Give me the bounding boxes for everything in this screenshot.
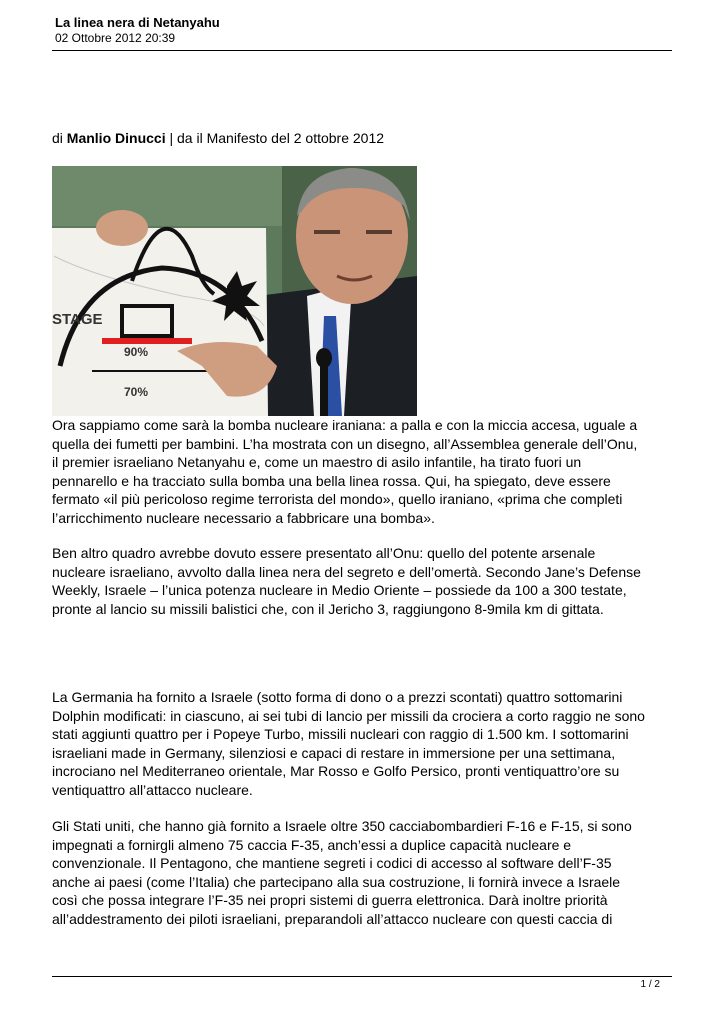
article-paragraph-1: Ora sappiamo come sarà la bomba nucleare iraniana: a palla e con la miccia accesa, uguale a quella dei fumetti per bambini. L’ha mostrata con un disegno, all’Assemblea generale dell’Onu, il premier israeliano Netanyahu e, come un maestro di asilo infantile, ha tirato fuori un pennarello e ha tracciato sulla bomba una bella linea rossa. Qui, ha spiegato, deve essere fermato «il più pericoloso regime terrorista del mondo», quello iraniano, «prima che completi l’arricchimento nucleare necessario a fabbricare una bomba». — [52, 417, 638, 526]
byline-author: Manlio Dinucci — [66, 130, 166, 146]
article-paragraph-4: Gli Stati uniti, che hanno già fornito a Israele oltre 350 cacciabombardieri F-16 e F-15, si sono impegnati a fornirgli almeno 75 caccia F-35, anch’essi a duplice capacità nucleare e convenzionale. Il Pentagono, che mantiene segreti i codici di accesso al software dell’F-35 anche ai paesi (come l’Italia) che partecipano alla sua costruzione, li fornirà invece a Israele così che possa integrare l’F-35 nei propri sistemi di guerra elettronica. Darà inoltre priorità all’addestramento dei piloti israeliani, preparandoli all’attacco nucleare con questi caccia di — [52, 818, 632, 927]
bomb-pct-lower: 70% — [124, 385, 149, 399]
header-rule — [52, 50, 672, 51]
page-number: 1 / 2 — [640, 979, 660, 990]
bomb-stage-label: STAGE — [52, 311, 103, 328]
byline — [52, 129, 384, 147]
header-title: La linea nera di Netanyahu — [55, 15, 220, 30]
footer-rule — [52, 976, 672, 977]
byline-prefix: di — [52, 130, 63, 146]
bomb-pct-upper: 90% — [124, 345, 149, 359]
article-photo — [52, 166, 417, 416]
article-paragraph-3: La Germania ha fornito a Israele (sotto forma di dono o a prezzi scontati) quattro sottomarini Dolphin modificati: in ciascuno, ai sei tubi di lancio per missili da crociera a corto raggio ne sono stati aggiunti quattro per i Popeye Turbo, missili nucleari con raggio di 1.500 km. I sottomarini israeliani made in Germany, silenziosi e capaci di restare in immersione per una settimana, incrociano nel Mediterraneo orientale, Mar Rosso e Golfo Persico, pronti ventiquattro’ore su ventiquattro all’attacco nucleare. — [52, 689, 645, 798]
byline-source: | da il Manifesto del 2 ottobre 2012 — [169, 130, 385, 146]
header-date: 02 Ottobre 2012 20:39 — [55, 31, 176, 45]
article-paragraph-2: Ben altro quadro avrebbe dovuto essere presentato all’Onu: quello del potente arsenale nucleare israeliano, avvolto dalla linea nera del segreto e dell’omertà. Secondo Jane’s Defense Weekly, Israele – l’unica potenza nucleare in Medio Oriente – possiede da 100 a 300 testate, pronte al lancio su missili balistici che, con il Jericho 3, raggiungono 8-9mila km di gittata. — [52, 545, 641, 617]
